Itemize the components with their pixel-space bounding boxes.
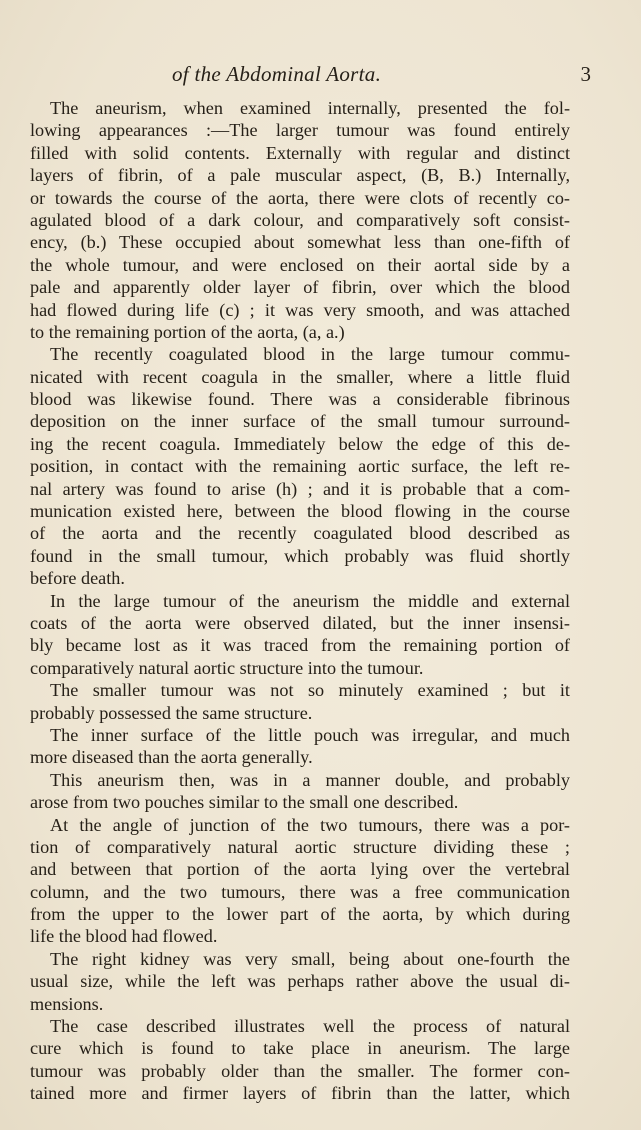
text-line: arose from two pouches similar to the small one described. <box>30 792 459 813</box>
running-head: of the Abdominal Aorta. <box>172 62 382 86</box>
page-number: 3 <box>580 62 591 86</box>
text-line: coats of the aorta were observed dilated, but the inner insensi- <box>30 612 570 633</box>
text-line: The recently coagulated blood in the large tumour commu- <box>50 344 570 365</box>
text-line: The inner surface of the little pouch was irregular, and much <box>50 724 570 745</box>
text-line: usual size, while the left was perhaps rather above the usual di- <box>30 971 570 992</box>
text-line: of the aorta and the recently coagulated blood described as <box>30 523 570 544</box>
text-line: blood was likewise found. There was a considerable fibrinous <box>30 389 570 410</box>
text-line: position, in contact with the remaining aortic surface, the left re- <box>30 456 570 477</box>
body-text <box>30 97 570 1105</box>
text-line: probably possessed the same structure. <box>30 702 313 723</box>
text-line: bly became lost as it was traced from the remaining portion of <box>30 635 570 656</box>
text-line: or towards the course of the aorta, there were clots of recently co- <box>30 187 570 208</box>
text-line: filled with solid contents. Externally with regular and distinct <box>30 142 570 163</box>
text-line: column, and the two tumours, there was a free communication <box>30 881 570 902</box>
text-line: from the upper to the lower part of the aorta, by which during <box>30 904 570 925</box>
text-line: cure which is found to take place in aneurism. The large <box>30 1038 570 1059</box>
text-line: lowing appearances :—The larger tumour was found entirely <box>30 120 570 141</box>
text-line: The aneurism, when examined internally, presented the fol- <box>50 98 570 118</box>
text-line: to the remaining portion of the aorta, (a, a.) <box>30 321 345 342</box>
text-line: layers of fibrin, of a pale muscular aspect, (B, B.) Internally, <box>30 165 570 186</box>
text-line: This aneurism then, was in a manner double, and probably <box>50 769 570 790</box>
text-line: mensions. <box>30 993 104 1014</box>
page-header <box>30 62 591 92</box>
text-line: ency, (b.) These occupied about somewhat less than one-fifth of <box>30 232 570 253</box>
text-line: deposition on the inner surface of the small tumour surround- <box>30 411 570 432</box>
text-line: comparatively natural aortic structure into the tumour. <box>30 657 424 678</box>
text-line: had flowed during life (c) ; it was very smooth, and was attached <box>30 299 570 320</box>
text-line: and between that portion of the aorta lying over the vertebral <box>30 859 570 880</box>
text-line: tumour was probably older than the smaller. The former con- <box>30 1060 570 1081</box>
text-line: found in the small tumour, which probably was fluid shortly <box>30 545 570 566</box>
text-line: before death. <box>30 568 125 589</box>
text-line: pale and apparently older layer of fibrin, over which the blood <box>30 277 570 298</box>
text-line: agulated blood of a dark colour, and comparatively soft consist- <box>30 209 570 230</box>
text-line: the whole tumour, and were enclosed on their aortal side by a <box>30 254 570 275</box>
text-line: At the angle of junction of the two tumours, there was a por- <box>50 814 570 835</box>
text-line: tained more and firmer layers of fibrin than the latter, which <box>30 1083 570 1104</box>
text-line: life the blood had flowed. <box>30 926 218 947</box>
text-line: In the large tumour of the aneurism the middle and external <box>50 590 570 611</box>
text-line: munication existed here, between the blood flowing in the course <box>30 501 570 522</box>
text-line: The smaller tumour was not so minutely examined ; but it <box>50 680 570 701</box>
text-line: nicated with recent coagula in the smaller, where a little fluid <box>30 366 570 387</box>
text-line: more diseased than the aorta generally. <box>30 747 313 768</box>
text-line: nal artery was found to arise (h) ; and it is probable that a com- <box>30 478 570 499</box>
text-line: The right kidney was very small, being about one-fourth the <box>50 948 570 969</box>
text-line: The case described illustrates well the process of natural <box>50 1016 570 1037</box>
text-line: tion of comparatively natural aortic structure dividing these ; <box>30 836 570 857</box>
text-line: ing the recent coagula. Immediately below the edge of this de- <box>30 433 570 454</box>
